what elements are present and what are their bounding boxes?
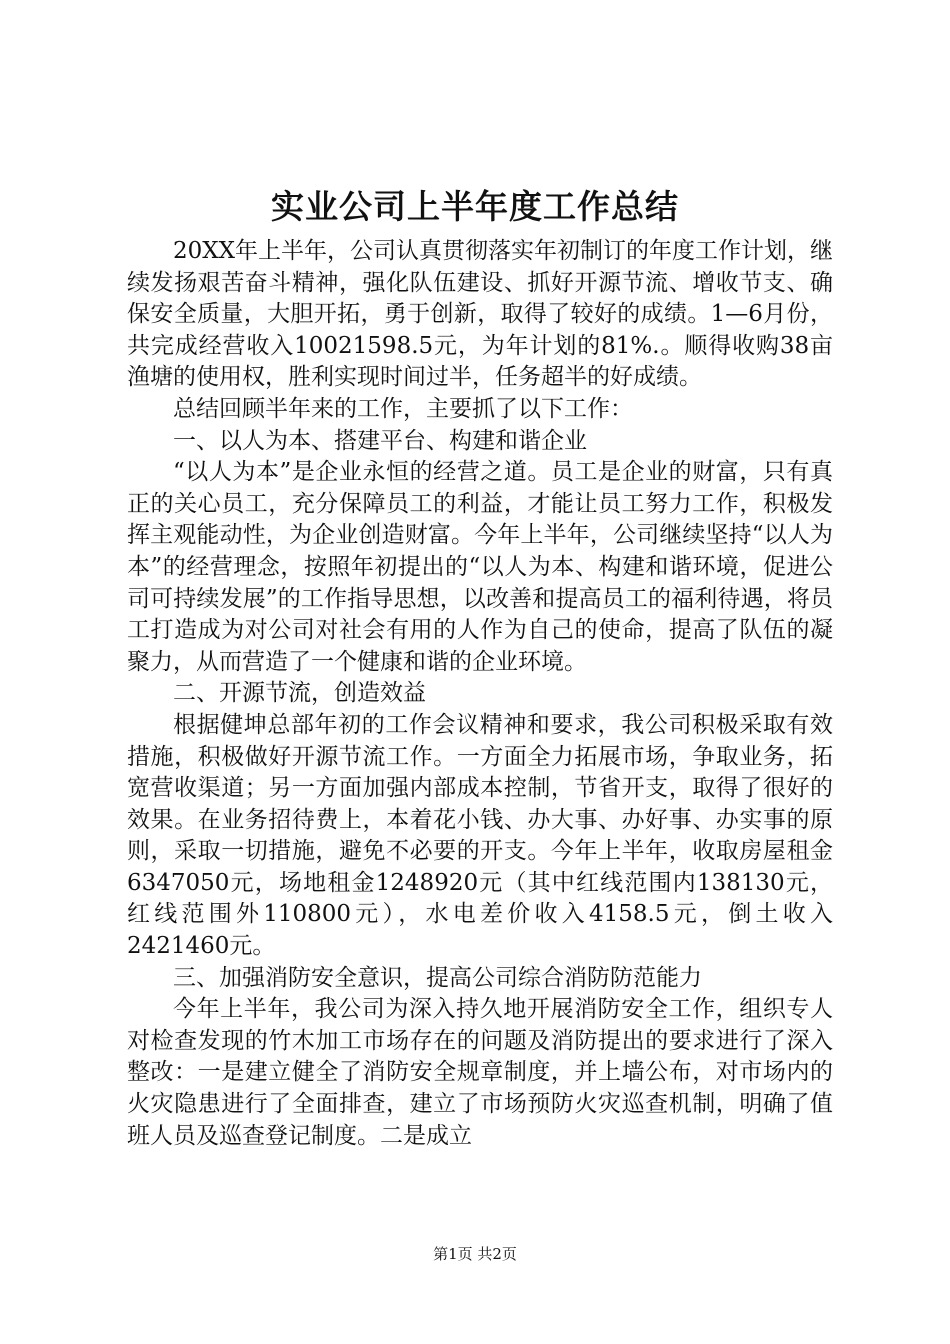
paragraph-section-2: 根据健坤总部年初的工作会议精神和要求，我公司积极采取有效措施，积极做好开源节流工作。一方面全力拓展市场，争取业务，拓宽营收渠道；另一方面加强内部成本控制，节省开支，取得了很好的效果。在业务招待费上，本着花小钱、办大事、办好事、办实事的原则，采取一切措施，避免不必要的开支。今年上半年，收取房屋租金6347050元，场地租金1248920元（其中红线范围内138130元，红线范围外110800元），水电差价收入4158.5元，倒土收入2421460元。 — [127, 711, 833, 960]
document-title: 实业公司上半年度工作总结 — [271, 187, 679, 226]
paragraph-intro: 20XX年上半年，公司认真贯彻落实年初制订的年度工作计划，继续发扬艰苦奋斗精神，强化队伍建设、抓好开源节流、增收节支、确保安全质量，大胆开拓，勇于创新，取得了较好的成绩。1—6月份，共完成经营收入10021598.5元，为年计划的81%.。顺得收购38亩渔塘的使用权，胜利实现时间过半，任务超半的好成绩。 — [127, 238, 834, 391]
paragraph-section-1: “以人为本”是企业永恒的经营之道。员工是企业的财富，只有真正的关心员工，充分保障员工的利益，才能让员工努力工作，积极发挥主观能动性，为企业创造财富。今年上半年，公司继续坚持“以人为本”的经营理念，按照年初提出的“以人为本、构建和谐环境，促进公司可持续发展”的工作指导思想，以改善和提高员工的福利待遇，将员工打造成为对公司对社会有用的人作为自己的使命，提高了队伍的凝聚力，从而营造了一个健康和谐的企业环境。 — [127, 459, 833, 675]
paragraph-summary-lead: 总结回顾半年来的工作，主要抓了以下工作： — [173, 395, 633, 422]
section-heading-3: 三、加强消防安全意识，提高公司综合消防防范能力 — [173, 964, 702, 991]
section-heading-2: 二、开源节流，创造效益 — [173, 680, 426, 707]
paragraph-section-3: 今年上半年，我公司为深入持久地开展消防安全工作，组织专人对检查发现的竹木加工市场存在的问题及消防提出的要求进行了深入整改：一是建立健全了消防安全规章制度，并上墙公布，对市场内的火灾隐患进行了全面排查，建立了市场预防火灾巡查机制，明确了值班人员及巡查登记制度。二是成立 — [127, 996, 833, 1149]
document-body — [127, 236, 833, 1152]
section-heading-1: 一、以人为本、搭建平台、构建和谐企业 — [173, 427, 587, 454]
page-footer: 第1页 共2页 — [433, 1245, 517, 1263]
